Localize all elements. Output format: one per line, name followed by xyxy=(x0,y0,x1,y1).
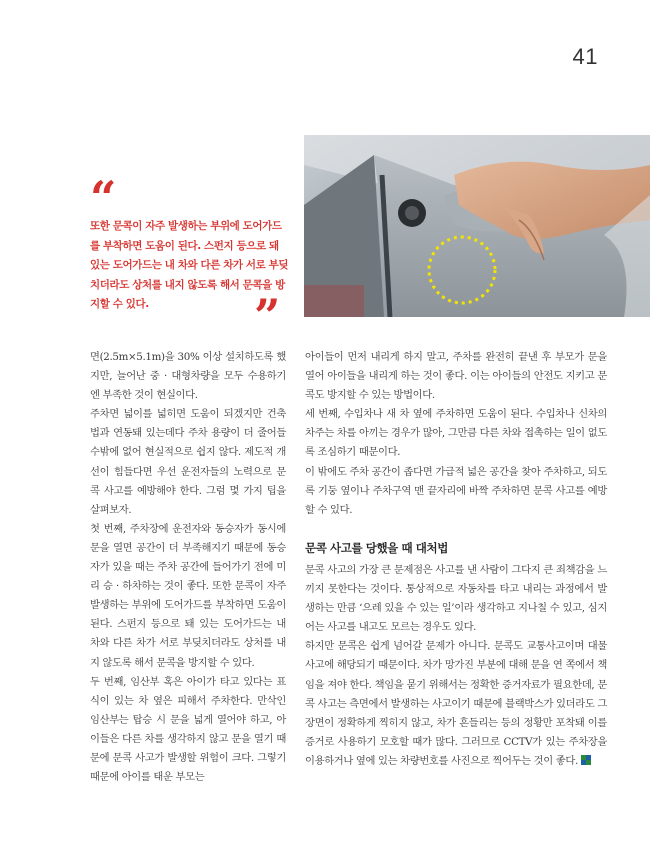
pull-quote-text: 또한 문콕이 자주 발생하는 부위에 도어가드를 부착하면 도움이 된다. 스펀지 등으로 돼 있는 도어가드는 내 차와 다른 차가 서로 부딪치더라도 상처를 내지 않도록 해서 문콕을 방지할 수 있다. xyxy=(90,220,289,310)
section-heading: 문콕 사고를 당했을 때 대처법 xyxy=(305,540,448,555)
paragraph: 주차면 넓이를 넓히면 도움이 되겠지만 건축법과 연동돼 있는데다 주차 용량이 더 줄어들 수밖에 없어 현실적으로 쉽지 않다. 제도적 개선이 힘들다면 우선 운전자들의 노력으로 문콕 사고를 예방해야 한다. 그럼 몇 가지 팁을 살펴보자. xyxy=(90,408,286,516)
page-number: 41 xyxy=(572,44,598,69)
paragraph: 면(2.5m×5.1m)을 30% 이상 설치하도록 했지만, 늘어난 중 · 대형차량을 모두 수용하기엔 부족한 것이 현실이다. xyxy=(90,351,286,402)
paragraph: 두 번째, 임산부 혹은 아이가 타고 있다는 표식이 있는 차 옆은 피해서 주차한다. 만삭인 임산부는 탑승 시 문을 넓게 열어야 하고, 아이들은 다른 차를 생각하지 않고 문을 열기 때문에 문콕 사고가 발생할 위험이 크다. 그렇기 때문에 아이를 태운 부모는 xyxy=(90,675,286,784)
end-of-article-icon xyxy=(581,755,591,765)
article-photo xyxy=(304,135,650,317)
paragraph: 세 번째, 수입차나 새 차 옆에 주차하면 도움이 된다. 수입차나 신차의 차주는 차를 아끼는 경우가 많아, 그만큼 다른 차와 접촉하는 일이 없도록 조심하기 때문이다. xyxy=(305,408,607,459)
open-quote-icon: “ xyxy=(90,171,117,225)
paragraph-text: 하지만 문콕은 쉽게 넘어갈 문제가 아니다. 문콕도 교통사고이며 대물사고에 해당되기 때문이다. 차가 망가진 부분에 대해 문을 연 쪽에서 책임을 져야 한다. 책임을 묻기 위해서는 정확한 증거자료가 필요한데, 문콕 사고는 측면에서 발생하는 사고이기 때문에 블랙박스가 있더라도 그 장면이 정확하게 찍히지 않고, 차가 흔들리는 등의 정황만 포착돼 이를 증거로 사용하기 모호할 때가 많다. 그러므로 CCTV가 있는 주차장을 이용하거나 옆에 있는 차량번호를 사진으로 찍어두는 것이 좋다. xyxy=(305,640,607,767)
paragraph xyxy=(305,637,607,771)
close-quote-icon: ” xyxy=(254,289,281,343)
right-column xyxy=(305,348,607,771)
paragraph: 이 밖에도 주차 공간이 좁다면 가급적 넓은 공간을 찾아 주차하고, 되도록 기둥 옆이나 주차구역 맨 끝자리에 바짝 주차하면 문콕 사고를 예방할 수 있다. xyxy=(305,465,607,516)
pull-quote xyxy=(90,171,290,343)
paragraph: 문콕 사고의 가장 큰 문제점은 사고를 낸 사람이 그다지 큰 죄책감을 느끼지 못한다는 것이다. 통상적으로 자동차를 타고 내리는 과정에서 발생하는 만큼 ‘으레 있을 수 있는 일’이라 생각하고 지나칠 수 있고, 심지어는 사고를 내고도 모르는 경우도 있다. xyxy=(305,563,607,634)
paragraph: 아이들이 먼저 내리게 하지 말고, 주차를 완전히 끝낸 후 부모가 문을 열어 아이들을 내리게 하는 것이 좋다. 이는 아이들의 안전도 지키고 문콕도 방지할 수 있는 방법이다. xyxy=(305,351,607,402)
paragraph: 첫 번째, 주차장에 운전자와 동승자가 동시에 문을 열면 공간이 더 부족해지기 때문에 동승자가 있을 때는 주차 공간에 들어가기 전에 미리 승 · 하차하는 것이 좋다. 또한 문콕이 자주 발생하는 부위에 도어가드를 부착하면 도움이 된다. 스펀지 등으로 돼 있는 도어가드는 내 차와 다른 차가 서로 부딪치더라도 상처를 내지 않도록 해서 문콕을 방지할 수 있다. xyxy=(90,522,286,669)
left-column xyxy=(90,348,286,787)
car-door-photo-icon xyxy=(304,135,650,317)
